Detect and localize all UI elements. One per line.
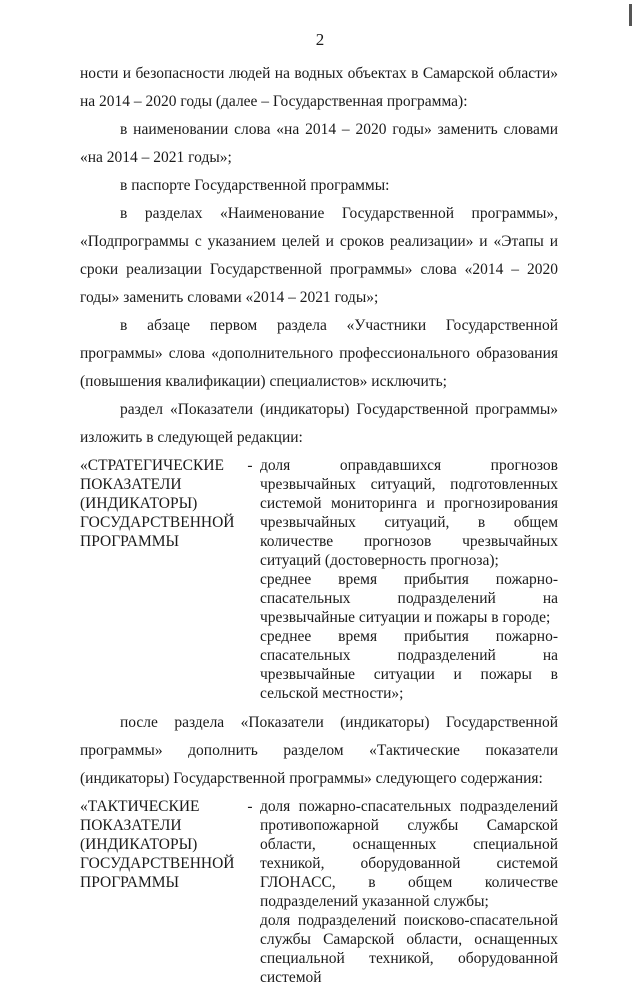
block-caption: «ТАКТИЧЕСКИЕ ПОКАЗАТЕЛИ (ИНДИКАТОРЫ) ГОСУДАРСТВЕННОЙ ПРОГРАММЫ [80, 798, 235, 891]
indicator-item: доля оправдавшихся прогнозов чрезвычайных ситуаций, подготовленных системой мониторинга и прогнозирования чрезвычайных ситуаций, в общем количестве прогнозов чрезвычайных ситуаций (достоверность прогноза); [260, 457, 558, 569]
block-items [260, 456, 558, 703]
indicator-item: доля пожарно-спасательных подразделений противопожарной службы Самарской области, оснащенных специальной техникой, оборудованной системой ГЛОНАСС, в общем количестве подразделений указанной службы; [260, 798, 558, 910]
block-dash: - [247, 798, 253, 815]
scan-mark [629, 4, 632, 26]
paragraph: раздел «Показатели (индикаторы) Государственной программы» изложить в следующей редакции: [80, 401, 558, 446]
block-dash: - [247, 457, 253, 474]
paragraph: после раздела «Показатели (индикаторы) Государственной программы» дополнить разделом «Тактические показатели (индикаторы) Государственной программы» следующего содержания: [80, 714, 558, 787]
indicator-item: доля подразделений поисково-спасательной службы Самарской области, оснащенных специальной техникой, оборудованной системой [260, 912, 558, 986]
paragraph: в наименовании слова «на 2014 – 2020 годы» заменить словами «на 2014 – 2021 годы»; [80, 121, 558, 166]
block-caption: «СТРАТЕГИЧЕСКИЕ ПОКАЗАТЕЛИ (ИНДИКАТОРЫ) ГОСУДАРСТВЕННОЙ ПРОГРАММЫ [80, 457, 235, 550]
paragraph: в паспорте Государственной программы: [120, 177, 390, 194]
strategic-indicators-block [80, 456, 558, 703]
tactical-indicators-block [80, 797, 558, 987]
block-items [260, 797, 558, 987]
indicator-item: среднее время прибытия пожарно-спасательных подразделений на чрезвычайные ситуации и пожары в сельской местности»; [260, 628, 558, 702]
page-number: 2 [315, 30, 325, 49]
document-body [80, 60, 558, 993]
paragraph: ности и безопасности людей на водных объектах в Самарской области» на 2014 – 2020 годы (далее – Государственная программа): [80, 65, 558, 110]
indicator-item: среднее время прибытия пожарно-спасательных подразделений на чрезвычайные ситуации и пожары в городе; [260, 571, 558, 626]
paragraph: в разделах «Наименование Государственной программы», «Подпрограммы с указанием целей и сроков реализации» и «Этапы и сроки реализации Государственной программы» слова «2014 – 2020 годы» заменить словами «2014 – 2021 годы»; [80, 205, 558, 306]
paragraph: в абзаце первом раздела «Участники Государственной программы» слова «дополнительного профессионального образования (повышения квалификации) специалистов» исключить; [80, 317, 558, 390]
